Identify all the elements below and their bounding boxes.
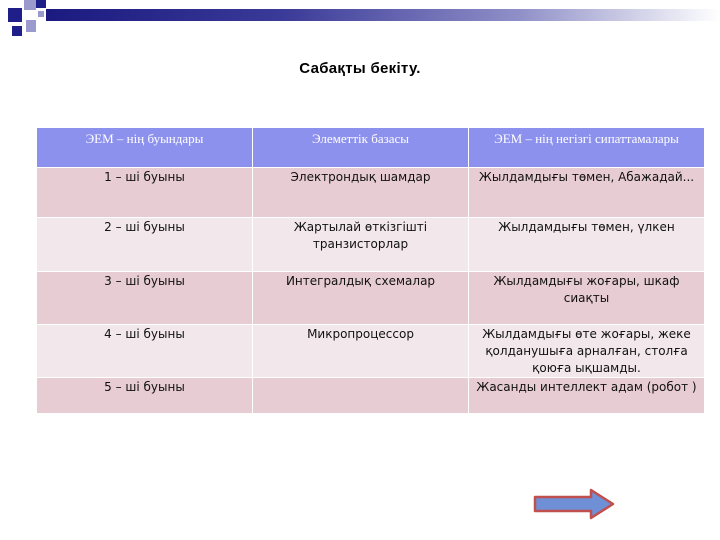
characteristics-cell: Жылдамдығы өте жоғары, жеке қолданушыға арналған, столға қоюға ықшамды. — [469, 325, 705, 378]
decor-square-5 — [12, 26, 22, 36]
element-base-cell: Жартылай өткізгішті транзисторлар — [253, 218, 469, 272]
element-base-cell: Электрондық шамдар — [253, 168, 469, 218]
element-base-cell: Микропроцессор — [253, 325, 469, 378]
decor-square-4 — [26, 20, 36, 32]
characteristics-cell: Жылдамдығы төмен, үлкен — [469, 218, 705, 272]
characteristics-cell: Жылдамдығы жоғары, шкаф сиақты — [469, 272, 705, 325]
header-element-base: Элеметтік базасы — [253, 128, 469, 168]
table-row — [37, 218, 705, 272]
table-row — [37, 378, 705, 414]
table-row — [37, 272, 705, 325]
table-header-row — [37, 128, 705, 168]
right-arrow-icon — [535, 490, 613, 518]
element-base-cell — [253, 378, 469, 414]
characteristics-cell: Жасанды интеллект адам (робот ) — [469, 378, 705, 414]
decor-square-6 — [38, 11, 44, 17]
generation-cell: 2 – ші буыны — [37, 218, 253, 272]
header-characteristics: ЭЕМ – нің негізгі сипаттамалары — [469, 128, 705, 168]
next-slide-button[interactable] — [533, 488, 615, 520]
decor-square-2 — [24, 0, 36, 10]
generation-cell: 5 – ші буыны — [37, 378, 253, 414]
decor-square-3 — [36, 0, 46, 8]
decor-square-1 — [8, 8, 22, 22]
generation-cell: 4 – ші буыны — [37, 325, 253, 378]
generation-cell: 3 – ші буыны — [37, 272, 253, 325]
header-generations: ЭЕМ – нің буындары — [37, 128, 253, 168]
slide-title: Сабақты бекіту. — [299, 60, 421, 77]
generation-cell: 1 – ші буыны — [37, 168, 253, 218]
element-base-cell: Интегралдық схемалар — [253, 272, 469, 325]
table-row — [37, 168, 705, 218]
eem-generations-table — [36, 127, 705, 414]
characteristics-cell: Жылдамдығы төмен, Абажадай... — [469, 168, 705, 218]
header-gradient-bar — [46, 9, 720, 21]
table-row — [37, 325, 705, 378]
